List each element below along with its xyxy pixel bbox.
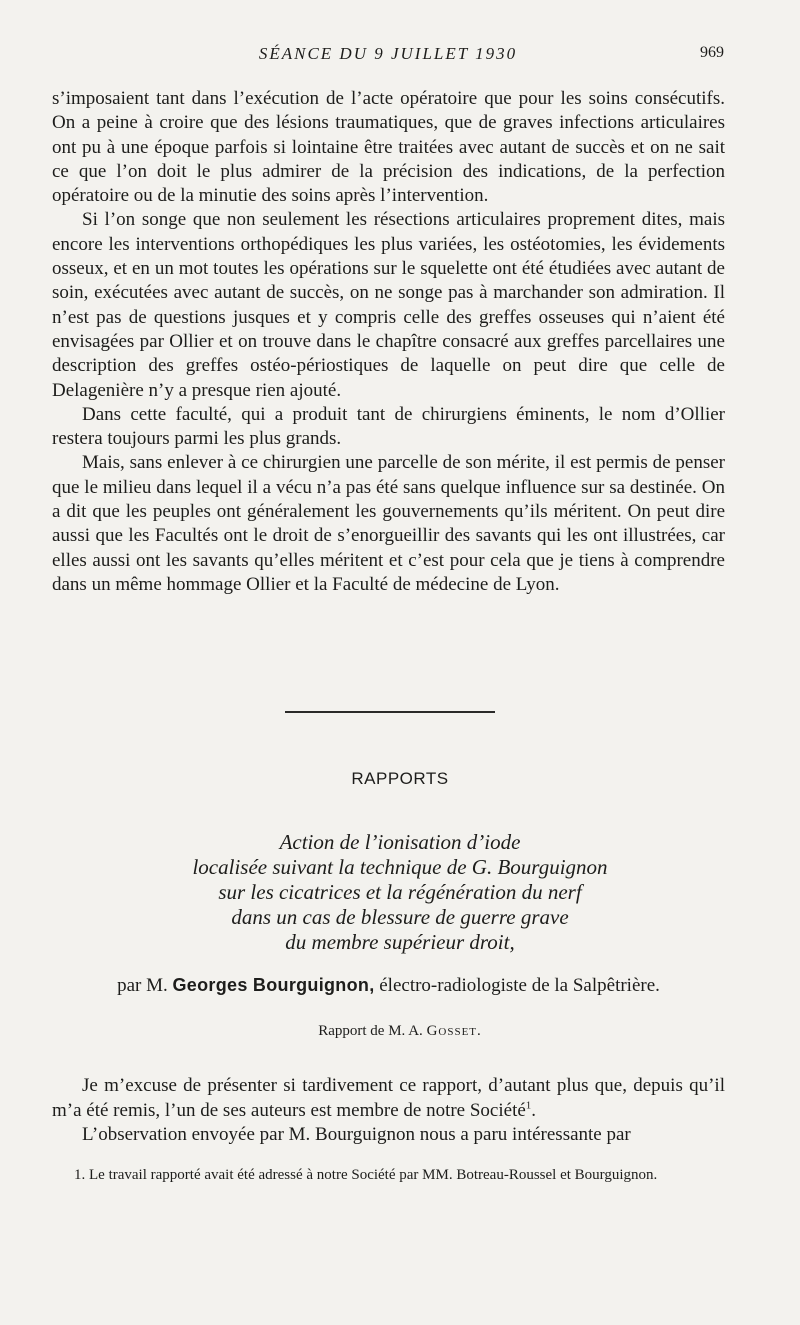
byline-affiliation: électro-radiologiste de la Salpêtrière. bbox=[379, 975, 660, 996]
article-paragraph-1: Je m’excuse de présenter si tardivement ce rapport, d’autant plus que, depuis qu’il m’a été remis, l’un de ses auteurs est membre de notre Société$^1$. bbox=[52, 1075, 725, 1121]
section-divider bbox=[285, 711, 495, 713]
article-title bbox=[60, 830, 740, 955]
footnote-text: 1. Le travail rapporté avait été adressé à notre Société par MM. Botreau-Roussel et Bourguignon. bbox=[74, 1167, 658, 1183]
article-title-line: du membre supérieur droit, bbox=[285, 930, 515, 954]
section-heading: RAPPORTS bbox=[351, 769, 449, 788]
running-title: SÉANCE DU 9 JUILLET 1930 bbox=[258, 44, 518, 63]
paragraph-2: Si l’on songe que non seulement les résections articulaires proprement dites, mais encore les interventions orthopédiques les plus variées, les ostéotomies, les évidements osseux, et en un mot toutes les opérations sur le squelette ont été étudiées avec autant de soin, exécutées avec autant de succès, on ne songe pas à marchander son admiration. Il n’est pas de questions jusques et y compris celle des greffes osseuses qui n’aient été envisagées par Ollier et on trouve dans le chapître consacré aux greffes parcellaires une description des greffes ostéo-périostiques de laquelle on peut dire que celle de Delagenière n’y a presque rien ajouté. bbox=[52, 209, 725, 401]
article-title-line: Action de l’ionisation d’iode bbox=[279, 830, 521, 854]
paragraph-1: s’imposaient tant dans l’exécution de l’acte opératoire que pour les soins consécutifs. On a peine à croire que des lésions traumatiques, que de graves infections articulaires ont pu à une époque parfois si lointaine être traitées avec autant de succès et on ne sait ce que l’on doit le plus admirer de la précision des indications, de la perfection opératoire ou de la minutie des soins après l’intervention. bbox=[52, 88, 725, 207]
article-title-line: localisée suivant la technique de G. Bourguignon bbox=[192, 855, 608, 879]
body-text bbox=[52, 87, 725, 597]
page-number: 969 bbox=[700, 44, 724, 61]
footnote bbox=[52, 1166, 725, 1185]
article-paragraph-2: L’observation envoyée par M. Bourguignon nous a paru intéressante par bbox=[82, 1124, 631, 1145]
article-title-line: dans un cas de blessure de guerre grave bbox=[231, 905, 569, 929]
reporter-prefix: Rapport de M. A. bbox=[318, 1023, 423, 1039]
article-paragraph-1-text: Je m’excuse de présenter si tardivement ce rapport, d’autant plus que, depuis qu’il m’a été remis, l’un de ses auteurs est membre de notre Société bbox=[52, 1075, 725, 1121]
reporter-line bbox=[0, 1023, 800, 1040]
paragraph-4: Mais, sans enlever à ce chirurgien une parcelle de son mérite, il est permis de penser que le milieu dans lequel il a vécu n’a pas été sans quelque influence sur sa destinée. On a dit que les peuples ont généralement les gouvernements qu’ils méritent. On peut dire aussi que les Facultés ont le droit de s’enorgueillir des savants qui les ont illustrées, car elles aussi ont les savants qu’elles méritent et c’est pour cela que je tiens à comprendre dans un même hommage Ollier et la Faculté de médecine de Lyon. bbox=[52, 452, 725, 595]
running-head bbox=[52, 44, 724, 66]
footnote-marker: 1 bbox=[525, 1099, 532, 1112]
reporter-name: Gosset. bbox=[426, 1023, 482, 1039]
article-body bbox=[52, 1074, 725, 1148]
byline-author: Georges Bourguignon, bbox=[172, 975, 375, 995]
byline bbox=[52, 973, 725, 998]
paragraph-3: Dans cette faculté, qui a produit tant de chirurgiens éminents, le nom d’Ollier restera toujours parmi les plus grands. bbox=[52, 403, 725, 450]
article-title-line: sur les cicatrices et la régénération du nerf bbox=[218, 880, 582, 904]
byline-prefix: par M. bbox=[117, 975, 168, 996]
